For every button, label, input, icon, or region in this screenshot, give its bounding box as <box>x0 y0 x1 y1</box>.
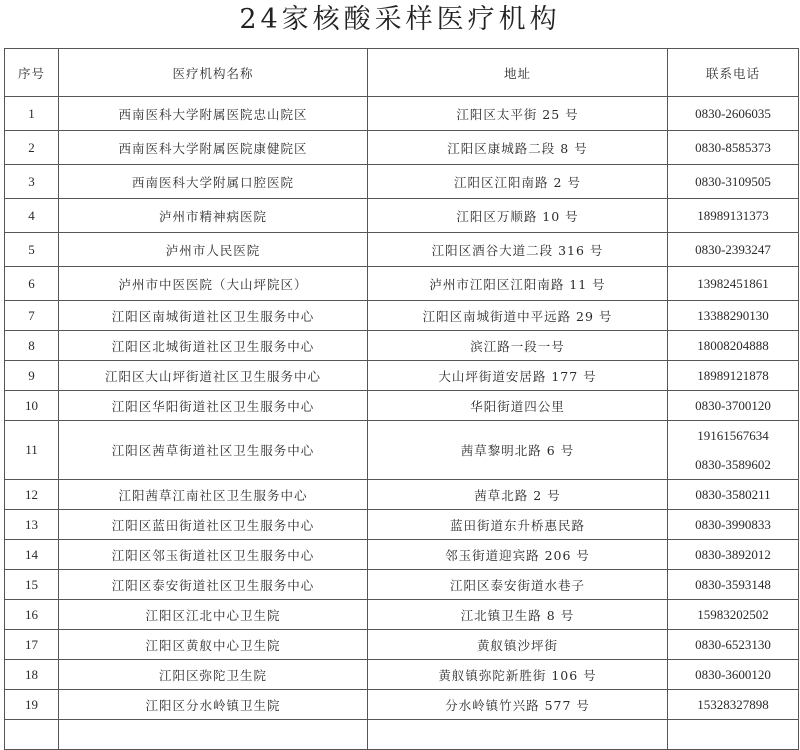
cell-institution-name: 泸州市中医医院（大山坪院区） <box>59 267 368 301</box>
cell-serial-number: 8 <box>5 331 59 361</box>
cell-address: 华阳街道四公里 <box>368 391 668 421</box>
table-row <box>5 165 799 199</box>
cell-institution-name: 江阳茜草江南社区卫生服务中心 <box>59 480 368 510</box>
cell-phone: 13982451861 <box>668 267 799 301</box>
cell-address: 江北镇卫生路 8 号 <box>368 600 668 630</box>
cell-address: 蓝田街道东升桥惠民路 <box>368 510 668 540</box>
cell-address: 茜草黎明北路 6 号 <box>368 421 668 480</box>
table-row <box>5 233 799 267</box>
table-row <box>5 421 799 480</box>
cell-address: 邻玉街道迎宾路 206 号 <box>368 540 668 570</box>
cell-institution-name: 西南医科大学附属口腔医院 <box>59 165 368 199</box>
cell-address: 分水岭镇竹兴路 577 号 <box>368 690 668 720</box>
cell-phone: 0830-3990833 <box>668 510 799 540</box>
cell-serial-number: 10 <box>5 391 59 421</box>
table-row <box>5 480 799 510</box>
cell-address: 江阳区康城路二段 8 号 <box>368 131 668 165</box>
cell-institution-name: 江阳区蓝田街道社区卫生服务中心 <box>59 510 368 540</box>
cell-phone: 0830-3593148 <box>668 570 799 600</box>
cell-address: 江阳区泰安街道水巷子 <box>368 570 668 600</box>
cell-serial-number: 19 <box>5 690 59 720</box>
cell-institution-name: 西南医科大学附属医院忠山院区 <box>59 97 368 131</box>
cell-serial-number: 2 <box>5 131 59 165</box>
cell-institution-name: 泸州市人民医院 <box>59 233 368 267</box>
cell-institution-name: 江阳区茜草街道社区卫生服务中心 <box>59 421 368 480</box>
table-row <box>5 361 799 391</box>
cell-phone: 15328327898 <box>668 690 799 720</box>
cell-address: 江阳区万顺路 10 号 <box>368 199 668 233</box>
cell-address: 江阳区太平街 25 号 <box>368 97 668 131</box>
table-row <box>5 570 799 600</box>
cell-institution-name: 西南医科大学附属医院康健院区 <box>59 131 368 165</box>
header-phone: 联系电话 <box>668 49 799 97</box>
cell-empty <box>59 720 368 750</box>
cell-phone: 18989121878 <box>668 361 799 391</box>
cell-serial-number: 18 <box>5 660 59 690</box>
cell-address: 黄舣镇沙坪街 <box>368 630 668 660</box>
header-address: 地址 <box>368 49 668 97</box>
cell-address: 大山坪街道安居路 177 号 <box>368 361 668 391</box>
cell-institution-name: 江阳区江北中心卫生院 <box>59 600 368 630</box>
cell-address: 江阳区酒谷大道二段 316 号 <box>368 233 668 267</box>
cell-serial-number: 17 <box>5 630 59 660</box>
cell-institution-name: 江阳区弥陀卫生院 <box>59 660 368 690</box>
cell-phone: 18989131373 <box>668 199 799 233</box>
cell-serial-number: 12 <box>5 480 59 510</box>
table-row <box>5 131 799 165</box>
cell-phone: 18008204888 <box>668 331 799 361</box>
table-row <box>5 199 799 233</box>
cell-phone: 13388290130 <box>668 301 799 331</box>
table-row <box>5 301 799 331</box>
cell-phone: 0830-8585373 <box>668 131 799 165</box>
cell-serial-number: 5 <box>5 233 59 267</box>
cell-address: 滨江路一段一号 <box>368 331 668 361</box>
table-row <box>5 690 799 720</box>
institution-table <box>4 48 799 750</box>
cell-serial-number: 11 <box>5 421 59 480</box>
cell-empty <box>5 720 59 750</box>
table-row <box>5 267 799 301</box>
cell-institution-name: 江阳区华阳街道社区卫生服务中心 <box>59 391 368 421</box>
cell-address: 黄舣镇弥陀新胜街 106 号 <box>368 660 668 690</box>
cell-phone: 0830-3700120 <box>668 391 799 421</box>
cell-institution-name: 江阳区分水岭镇卫生院 <box>59 690 368 720</box>
cell-serial-number: 3 <box>5 165 59 199</box>
cell-institution-name: 江阳区大山坪街道社区卫生服务中心 <box>59 361 368 391</box>
phone-secondary: 0830-3589602 <box>695 457 771 472</box>
cell-serial-number: 4 <box>5 199 59 233</box>
cell-address: 江阳区江阳南路 2 号 <box>368 165 668 199</box>
cell-phone: 0830-3600120 <box>668 660 799 690</box>
table-row <box>5 510 799 540</box>
cell-serial-number: 16 <box>5 600 59 630</box>
table-row <box>5 630 799 660</box>
table-row <box>5 660 799 690</box>
cell-institution-name: 江阳区南城街道社区卫生服务中心 <box>59 301 368 331</box>
cell-institution-name: 泸州市精神病医院 <box>59 199 368 233</box>
table-row <box>5 600 799 630</box>
cell-phone: 0830-2606035 <box>668 97 799 131</box>
cell-serial-number: 6 <box>5 267 59 301</box>
cell-serial-number: 7 <box>5 301 59 331</box>
phone-primary: 19161567634 <box>697 428 769 443</box>
cell-serial-number: 15 <box>5 570 59 600</box>
cell-phone: 0830-3892012 <box>668 540 799 570</box>
cell-empty <box>668 720 799 750</box>
cell-serial-number: 13 <box>5 510 59 540</box>
cell-serial-number: 9 <box>5 361 59 391</box>
cell-serial-number: 1 <box>5 97 59 131</box>
cell-institution-name: 江阳区邻玉街道社区卫生服务中心 <box>59 540 368 570</box>
table-row <box>5 97 799 131</box>
table-row <box>5 391 799 421</box>
page-title: 24家核酸采样医疗机构 <box>239 4 561 35</box>
header-serial-number: 序号 <box>5 49 59 97</box>
cell-phone: 0830-2393247 <box>668 233 799 267</box>
cell-address: 江阳区南城街道中平远路 29 号 <box>368 301 668 331</box>
cell-address: 茜草北路 2 号 <box>368 480 668 510</box>
table-row-partial <box>5 720 799 750</box>
cell-address: 泸州市江阳区江阳南路 11 号 <box>368 267 668 301</box>
cell-institution-name: 江阳区黄舣中心卫生院 <box>59 630 368 660</box>
header-institution-name: 医疗机构名称 <box>59 49 368 97</box>
table-header-row <box>5 49 799 97</box>
cell-empty <box>368 720 668 750</box>
cell-institution-name: 江阳区泰安街道社区卫生服务中心 <box>59 570 368 600</box>
cell-phone: 15983202502 <box>668 600 799 630</box>
cell-phone: 0830-3109505 <box>668 165 799 199</box>
cell-serial-number: 14 <box>5 540 59 570</box>
cell-phone: 0830-6523130 <box>668 630 799 660</box>
cell-phone <box>668 421 799 480</box>
table-row <box>5 540 799 570</box>
cell-institution-name: 江阳区北城街道社区卫生服务中心 <box>59 331 368 361</box>
table-row <box>5 331 799 361</box>
cell-phone: 0830-3580211 <box>668 480 799 510</box>
